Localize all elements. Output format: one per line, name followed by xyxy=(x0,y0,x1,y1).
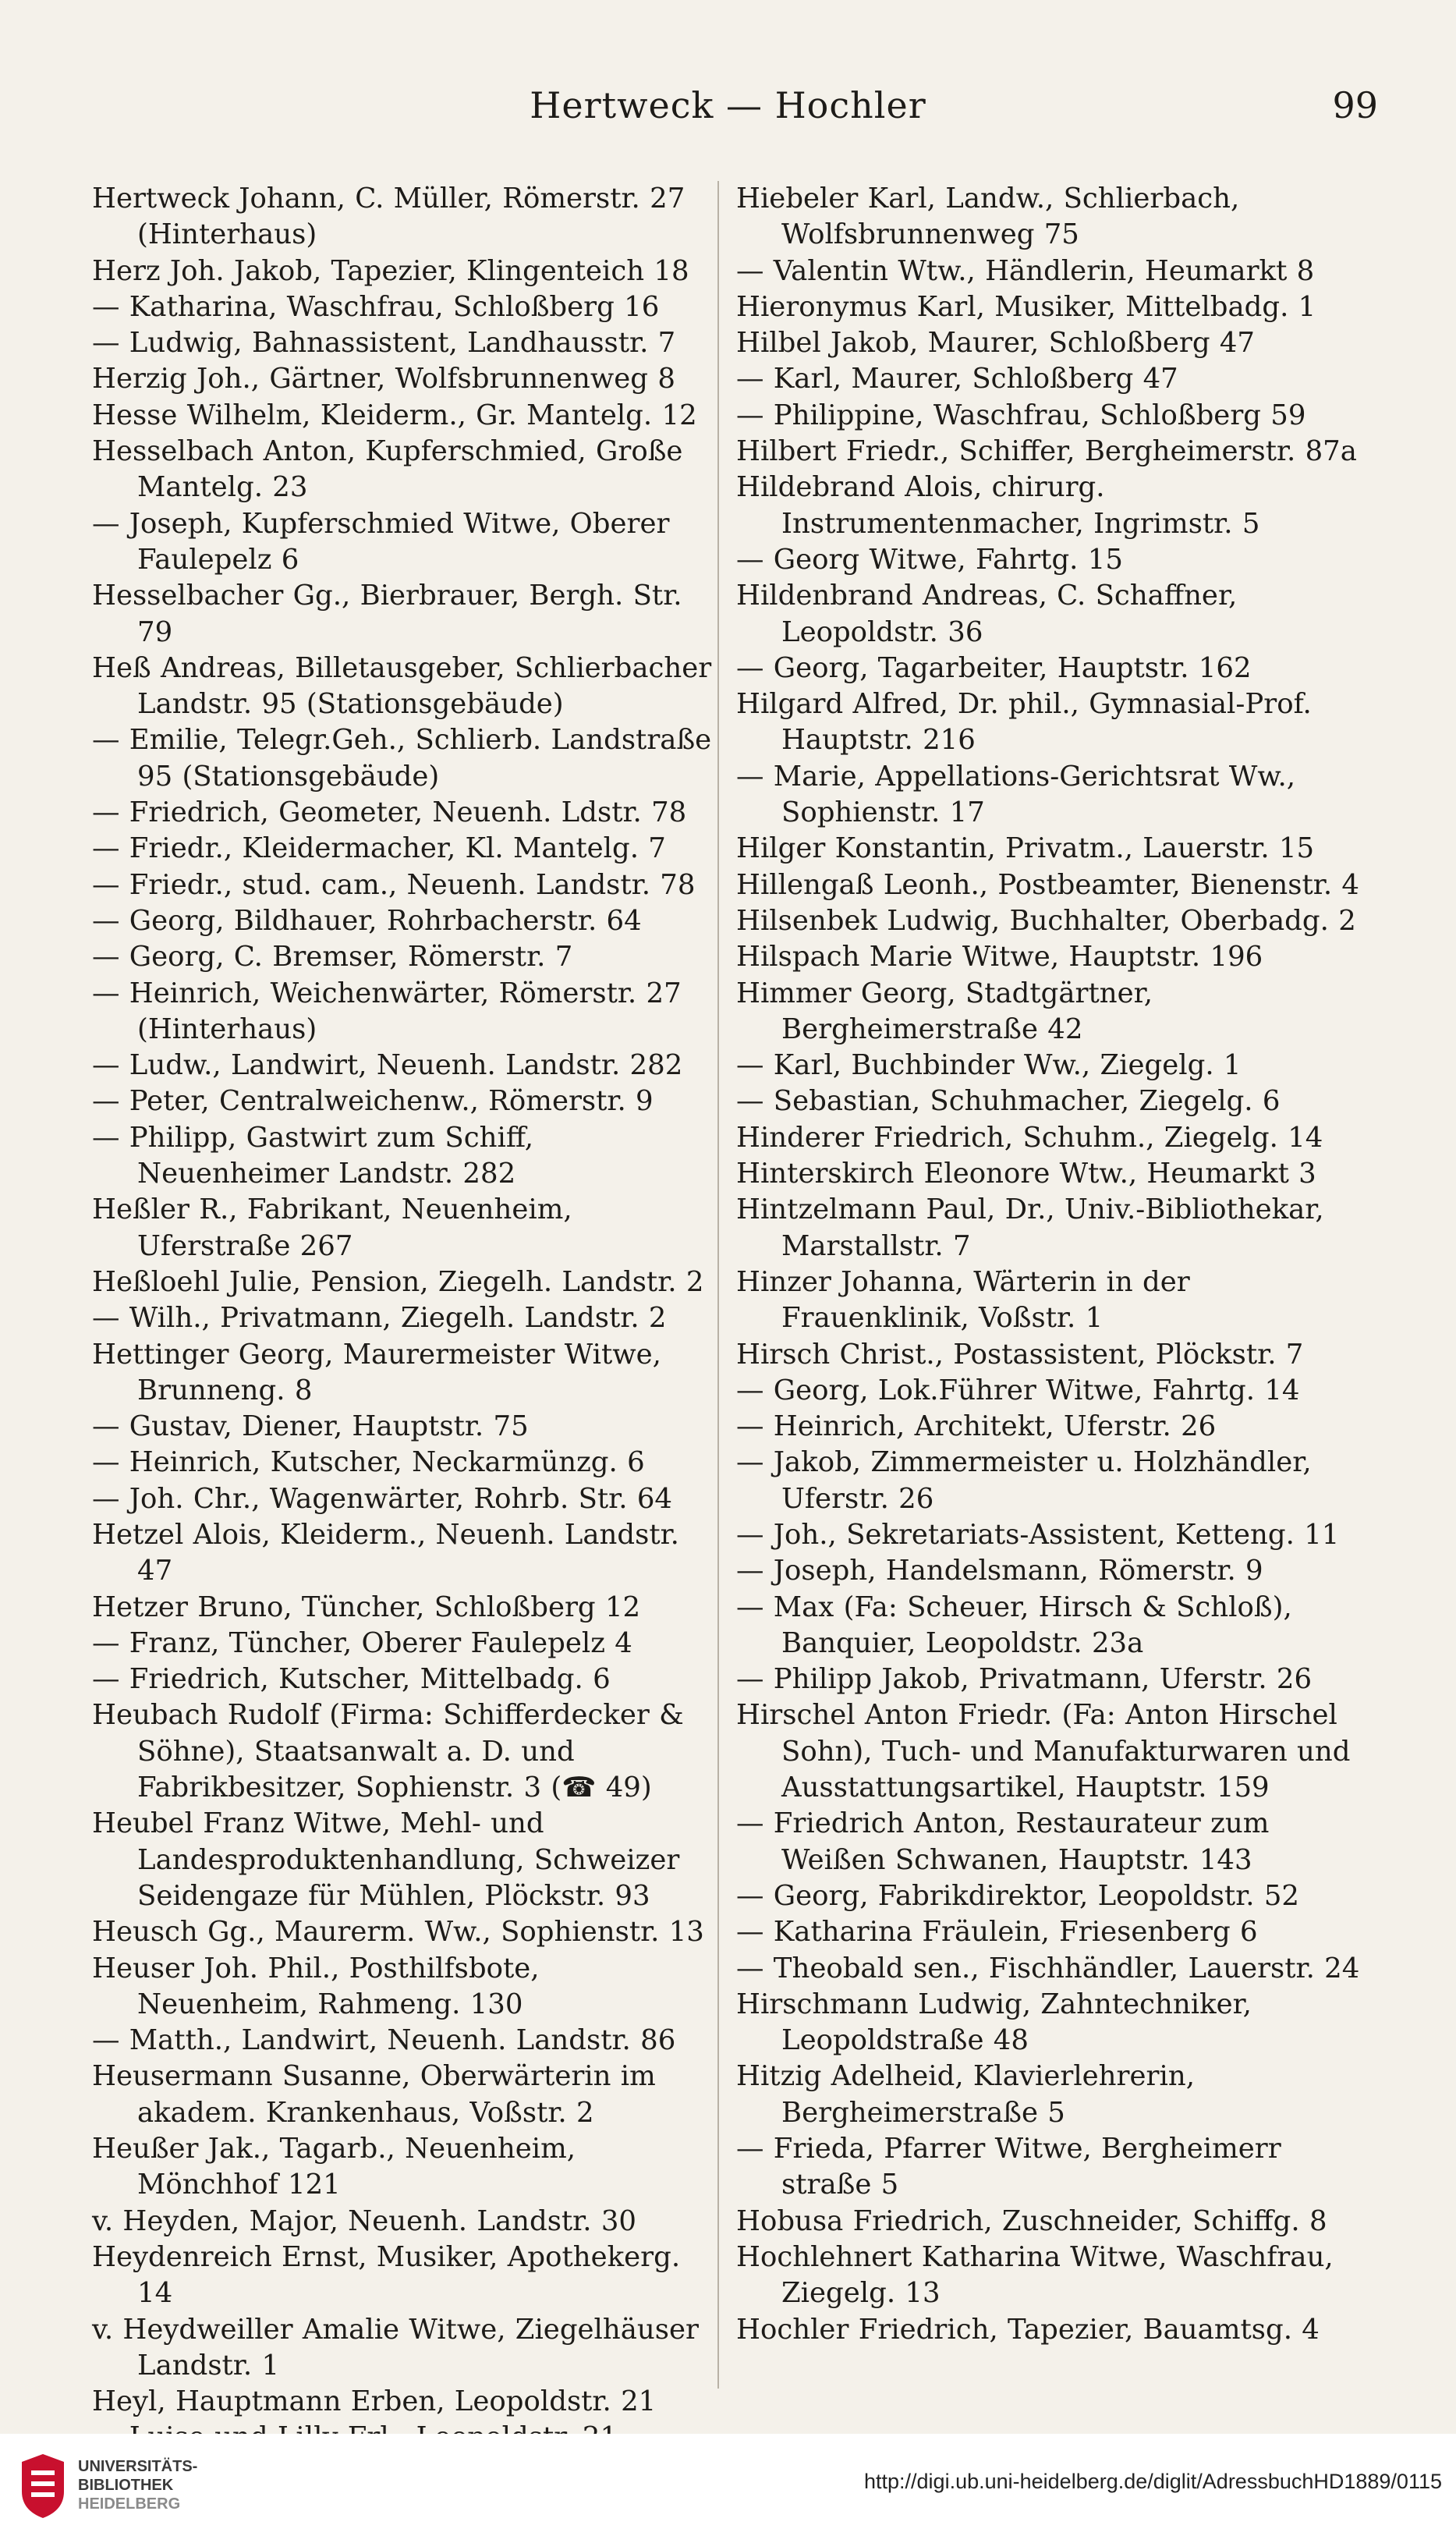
directory-entry: — Katharina Fräulein, Friesenberg 6 xyxy=(736,1916,1258,1949)
directory-entry: — Georg, Tagarbeiter, Hauptstr. 162 xyxy=(736,651,1252,684)
directory-entry: Heusch Gg., Maurerm. Ww., Sophienstr. 13 xyxy=(92,1916,704,1949)
directory-entry: Heyl, Hauptmann Erben, Leopoldstr. 21 xyxy=(92,2385,657,2418)
directory-entry: Hiebeler Karl, Landw., Schlierbach, Wolfsbrunnenweg 75 xyxy=(736,183,1240,251)
directory-entry: — Joseph, Kupferschmied Witwe, Oberer Faulepelz 6 xyxy=(92,507,670,576)
directory-entry: Heßloehl Julie, Pension, Ziegelh. Landstr. 2 xyxy=(92,1265,704,1298)
directory-entry: — Karl, Maurer, Schloßberg 47 xyxy=(736,363,1178,395)
logo-line-2: BIBLIOTHEK xyxy=(78,2477,174,2494)
directory-entry: — Katharina, Waschfrau, Schloßberg 16 xyxy=(92,290,660,323)
directory-entry: — Emilie, Telegr.Geh., Schlierb. Landstraße 95 (Stationsgebäude) xyxy=(92,724,712,793)
directory-entry: Hesselbach Anton, Kupferschmied, Große Mantelg. 23 xyxy=(92,435,683,504)
directory-entry: Heusermann Susanne, Oberwärterin im akadem. Krankenhaus, Voßstr. 2 xyxy=(92,2060,656,2129)
directory-entry: — Friedr., stud. cam., Neuenh. Landstr. 78 xyxy=(92,868,696,901)
directory-entry: Hobusa Friedrich, Zuschneider, Schiffg. 8 xyxy=(736,2204,1327,2237)
footer-bar xyxy=(0,2434,1456,2543)
directory-entry: — Friedrich Anton, Restaurateur zum Weißen Schwanen, Hauptstr. 143 xyxy=(736,1807,1270,1876)
directory-entry: — Heinrich, Weichenwärter, Römerstr. 27 (Hinterhaus) xyxy=(92,977,682,1045)
directory-entry: Heubel Franz Witwe, Mehl- und Landesproduktenhandlung, Schweizer Seidengaze für Mühlen, Plöckstr. 93 xyxy=(92,1807,680,1912)
directory-entry: — Georg Witwe, Fahrtg. 15 xyxy=(736,543,1123,576)
directory-entry: Heußer Jak., Tagarb., Neuenheim, Mönchhof 121 xyxy=(92,2133,576,2201)
directory-entry: Hintzelmann Paul, Dr., Univ.-Bibliothekar, Marstallstr. 7 xyxy=(736,1193,1324,1262)
directory-entry: Hilsenbek Ludwig, Buchhalter, Oberbadg. 2 xyxy=(736,904,1356,937)
directory-entry: — Ludw., Landwirt, Neuenh. Landstr. 282 xyxy=(92,1049,683,1082)
directory-entry: — Joh. Chr., Wagenwärter, Rohrb. Str. 64 xyxy=(92,1482,672,1515)
directory-entry: Hilgard Alfred, Dr. phil., Gymnasial-Prof. Hauptstr. 216 xyxy=(736,688,1312,757)
directory-entry: — Joh., Sekretariats-Assistent, Ketteng. 11 xyxy=(736,1518,1340,1551)
directory-entry: Himmer Georg, Stadtgärtner, Bergheimerstraße 42 xyxy=(736,977,1153,1045)
directory-entry: — Heinrich, Kutscher, Neckarmünzg. 6 xyxy=(92,1446,645,1479)
directory-entry: Hertweck Johann, C. Müller, Römerstr. 27 (Hinterhaus) xyxy=(92,183,685,251)
directory-entry: Heßler R., Fabrikant, Neuenheim, Uferstraße 267 xyxy=(92,1193,572,1262)
directory-entry: — Theobald sen., Fischhändler, Lauerstr. 24 xyxy=(736,1952,1360,1984)
directory-entry: — Georg, Lok.Führer Witwe, Fahrtg. 14 xyxy=(736,1374,1300,1406)
directory-entry: Hirsch Christ., Postassistent, Plöckstr. 7 xyxy=(736,1338,1304,1371)
library-logo-icon xyxy=(16,2451,70,2521)
directory-entry: — Frieda, Pfarrer Witwe, Bergheimerr straße 5 xyxy=(736,2133,1281,2201)
directory-entry: — Joseph, Handelsmann, Römerstr. 9 xyxy=(736,1555,1263,1587)
directory-entry: — Georg, C. Bremser, Römerstr. 7 xyxy=(92,941,573,974)
directory-entry: Hinderer Friedrich, Schuhm., Ziegelg. 14 xyxy=(736,1121,1323,1154)
directory-entry: Hettinger Georg, Maurermeister Witwe, Brunneng. 8 xyxy=(92,1338,661,1406)
directory-entry: — Heinrich, Architekt, Uferstr. 26 xyxy=(736,1410,1217,1443)
directory-entry: Hinterskirch Eleonore Wtw., Heumarkt 3 xyxy=(736,1158,1316,1190)
directory-entry: Heuser Joh. Phil., Posthilfsbote, Neuenheim, Rahmeng. 130 xyxy=(92,1952,540,2020)
logo-line-1: UNIVERSITÄTS- xyxy=(78,2458,198,2475)
directory-entry: — Sebastian, Schuhmacher, Ziegelg. 6 xyxy=(736,1085,1281,1118)
directory-entry: Hochlehnert Katharina Witwe, Waschfrau, Ziegelg. 13 xyxy=(736,2240,1334,2310)
directory-entry: — Jakob, Zimmermeister u. Holzhändler, Uferstr. 26 xyxy=(736,1446,1312,1515)
directory-entry: Hilger Konstantin, Privatm., Lauerstr. 15 xyxy=(736,832,1315,865)
directory-entry: Hetzel Alois, Kleiderm., Neuenh. Landstr. 47 xyxy=(92,1518,679,1587)
directory-entry: Herz Joh. Jakob, Tapezier, Klingenteich 18 xyxy=(92,254,689,287)
directory-entry: — Max (Fa: Scheuer, Hirsch & Schloß), Banquier, Leopoldstr. 23a xyxy=(736,1591,1292,1659)
directory-entry: — Georg, Fabrikdirektor, Leopoldstr. 52 xyxy=(736,1879,1300,1912)
directory-entry: Hirschmann Ludwig, Zahntechniker, Leopoldstraße 48 xyxy=(736,1988,1252,2057)
directory-entry: Hilspach Marie Witwe, Hauptstr. 196 xyxy=(736,941,1263,974)
directory-entry: Heubach Rudolf (Firma: Schifferdecker & Söhne), Staatsanwalt a. D. und Fabrikbesitzer, Sophienstr. 3 (☎ 49) xyxy=(92,1699,684,1804)
directory-entry: Hilbert Friedr., Schiffer, Bergheimerstr. 87a xyxy=(736,435,1357,468)
directory-entry: v. Heyden, Major, Neuenh. Landstr. 30 xyxy=(92,2204,636,2237)
directory-entry: Herzig Joh., Gärtner, Wolfsbrunnenweg 8 xyxy=(92,363,675,395)
directory-entry: Hildenbrand Andreas, C. Schaffner, Leopoldstr. 36 xyxy=(736,580,1238,648)
directory-entry: — Friedrich, Geometer, Neuenh. Ldstr. 78 xyxy=(92,796,687,829)
directory-entry: — Friedrich, Kutscher, Mittelbadg. 6 xyxy=(92,1663,611,1696)
directory-entry: Hillengaß Leonh., Postbeamter, Bienenstr. 4 xyxy=(736,868,1359,901)
directory-entry: — Friedr., Kleidermacher, Kl. Mantelg. 7 xyxy=(92,832,666,865)
directory-entry: Hilbel Jakob, Maurer, Schloßberg 47 xyxy=(736,327,1255,360)
column-divider xyxy=(717,181,719,2389)
directory-entry: — Gustav, Diener, Hauptstr. 75 xyxy=(92,1410,529,1443)
directory-entry: Hitzig Adelheid, Klavierlehrerin, Bergheimerstraße 5 xyxy=(736,2060,1195,2129)
directory-entry: Hochler Friedrich, Tapezier, Bauamtsg. 4 xyxy=(736,2313,1320,2346)
running-head: Hertweck — Hochler xyxy=(530,84,926,126)
directory-entry: — Karl, Buchbinder Ww., Ziegelg. 1 xyxy=(736,1049,1242,1082)
directory-entry: — Philipp, Gastwirt zum Schiff, Neuenheimer Landstr. 282 xyxy=(92,1121,534,1190)
logo-line-3: HEIDELBERG xyxy=(78,2495,181,2513)
directory-entry: — Georg, Bildhauer, Rohrbacherstr. 64 xyxy=(92,904,642,937)
directory-entry: — Philippine, Waschfrau, Schloßberg 59 xyxy=(736,399,1306,431)
directory-entry: Heß Andreas, Billetausgeber, Schlierbacher Landstr. 95 (Stationsgebäude) xyxy=(92,651,712,721)
directory-entry: — Marie, Appellations-Gerichtsrat Ww., Sophienstr. 17 xyxy=(736,760,1296,829)
directory-entry: — Franz, Tüncher, Oberer Faulepelz 4 xyxy=(92,1626,632,1659)
library-logo-text xyxy=(78,2457,197,2513)
directory-entry: Heydenreich Ernst, Musiker, Apothekerg. 14 xyxy=(92,2240,681,2310)
directory-entry: Hildebrand Alois, chirurg. Instrumentenmacher, Ingrimstr. 5 xyxy=(736,471,1260,540)
directory-entry: Hieronymus Karl, Musiker, Mittelbadg. 1 xyxy=(736,290,1316,323)
directory-entry: Hesse Wilhelm, Kleiderm., Gr. Mantelg. 12 xyxy=(92,399,697,431)
directory-entry: — Peter, Centralweichenw., Römerstr. 9 xyxy=(92,1085,654,1118)
left-column xyxy=(92,181,716,2456)
directory-entry: — Valentin Wtw., Händlerin, Heumarkt 8 xyxy=(736,254,1315,287)
directory-entry: Hetzer Bruno, Tüncher, Schloßberg 12 xyxy=(92,1591,641,1623)
source-url-link[interactable]: http://digi.ub.uni-heidelberg.de/diglit/AdressbuchHD1889/0115 xyxy=(864,2470,1442,2493)
directory-entry: — Ludwig, Bahnassistent, Landhausstr. 7 xyxy=(92,327,676,360)
directory-entry: — Philipp Jakob, Privatmann, Uferstr. 26 xyxy=(736,1663,1313,1696)
directory-entry: — Matth., Landwirt, Neuenh. Landstr. 86 xyxy=(92,2024,676,2057)
directory-entry: Hirschel Anton Friedr. (Fa: Anton Hirschel Sohn), Tuch- und Manufakturwaren und Ausstattungsartikel, Hauptstr. 159 xyxy=(736,1699,1351,1804)
right-column xyxy=(736,181,1360,2348)
directory-entry: v. Heydweiller Amalie Witwe, Ziegelhäuser Landstr. 1 xyxy=(92,2313,699,2382)
page-number: 99 xyxy=(1332,84,1378,126)
directory-entry: Hinzer Johanna, Wärterin in der Frauenklinik, Voßstr. 1 xyxy=(736,1265,1190,1335)
directory-entry: Hesselbacher Gg., Bierbrauer, Bergh. Str. 79 xyxy=(92,580,682,648)
directory-entry: — Wilh., Privatmann, Ziegelh. Landstr. 2 xyxy=(92,1302,667,1335)
